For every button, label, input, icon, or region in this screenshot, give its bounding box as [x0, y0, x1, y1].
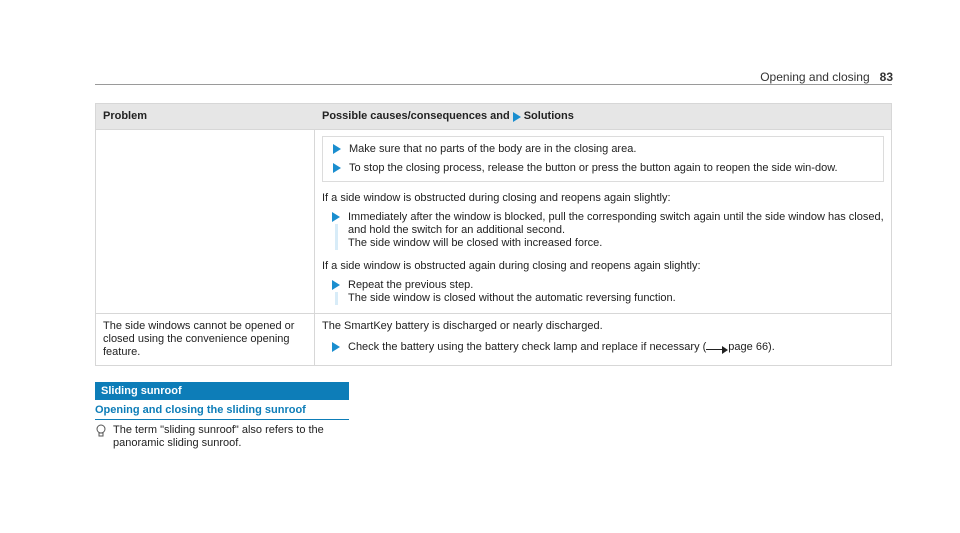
col-solutions-suffix: Solutions — [523, 110, 574, 122]
table-row — [96, 313, 891, 365]
problem-cell — [96, 130, 315, 313]
step-text: To stop the closing process, release the button or press the button again to reopen the side win-dow. — [349, 162, 838, 174]
step-instruction: Immediately after the window is blocked, pull the corresponding switch again until the side window has closed, and hold the switch for an additional second. — [348, 211, 884, 236]
solution-cell — [315, 130, 891, 313]
section-subtitle: Opening and closing the sliding sunroof — [95, 404, 349, 420]
condition-text: If a side window is obstructed again during closing and reopens again slightly: — [322, 260, 701, 272]
step-instruction: Repeat the previous step. — [348, 279, 474, 291]
table-row — [96, 129, 891, 313]
col-problem-header: Problem — [103, 110, 148, 122]
triangle-right-icon — [332, 280, 340, 290]
step-item — [330, 341, 884, 354]
col-solutions-label: Possible causes/consequences and — [322, 110, 510, 122]
page-number: 83 — [879, 70, 893, 84]
step-rail — [335, 224, 338, 250]
solution-cell — [315, 314, 891, 365]
note-text: The term "sliding sunroof" also refers to the panoramic sliding sunroof. — [113, 424, 324, 449]
section-title: Sliding sunroof — [95, 382, 349, 400]
step-item — [330, 279, 884, 305]
problem-cell: The side windows cannot be opened or closed using the convenience opening feature. — [96, 314, 315, 365]
triangle-right-icon — [332, 212, 340, 222]
header-divider — [95, 84, 892, 85]
cause-text: The SmartKey battery is discharged or nearly discharged. — [322, 320, 603, 332]
triangle-right-icon — [513, 112, 521, 122]
step-item — [330, 211, 884, 250]
step-text — [348, 211, 884, 250]
triangle-right-icon — [333, 163, 341, 173]
note-block — [95, 424, 355, 450]
triangle-right-icon — [332, 342, 340, 352]
step-text: Make sure that no parts of the body are in the closing area. — [349, 143, 637, 155]
troubleshooting-table — [95, 103, 892, 366]
col-solutions-header — [315, 110, 891, 123]
page-reference-link[interactable]: page 66). — [728, 341, 775, 353]
page-header — [760, 70, 893, 84]
boxed-steps — [322, 136, 884, 182]
table-header — [96, 104, 891, 129]
triangle-right-icon — [333, 144, 341, 154]
step-text — [348, 341, 884, 354]
step-result: The side window will be closed with increased force. — [348, 237, 603, 249]
info-icon — [95, 424, 107, 450]
step-text — [348, 279, 884, 305]
step-instruction: Check the battery using the battery check lamp and replace if necessary ( — [348, 341, 707, 353]
condition-text: If a side window is obstructed during closing and reopens again slightly: — [322, 192, 671, 204]
header-section: Opening and closing — [760, 70, 870, 84]
arrow-right-icon — [706, 346, 728, 354]
step-item — [331, 162, 875, 175]
step-rail — [335, 292, 338, 305]
step-result: The side window is closed without the automatic reversing function. — [348, 292, 676, 304]
step-item — [331, 143, 875, 156]
